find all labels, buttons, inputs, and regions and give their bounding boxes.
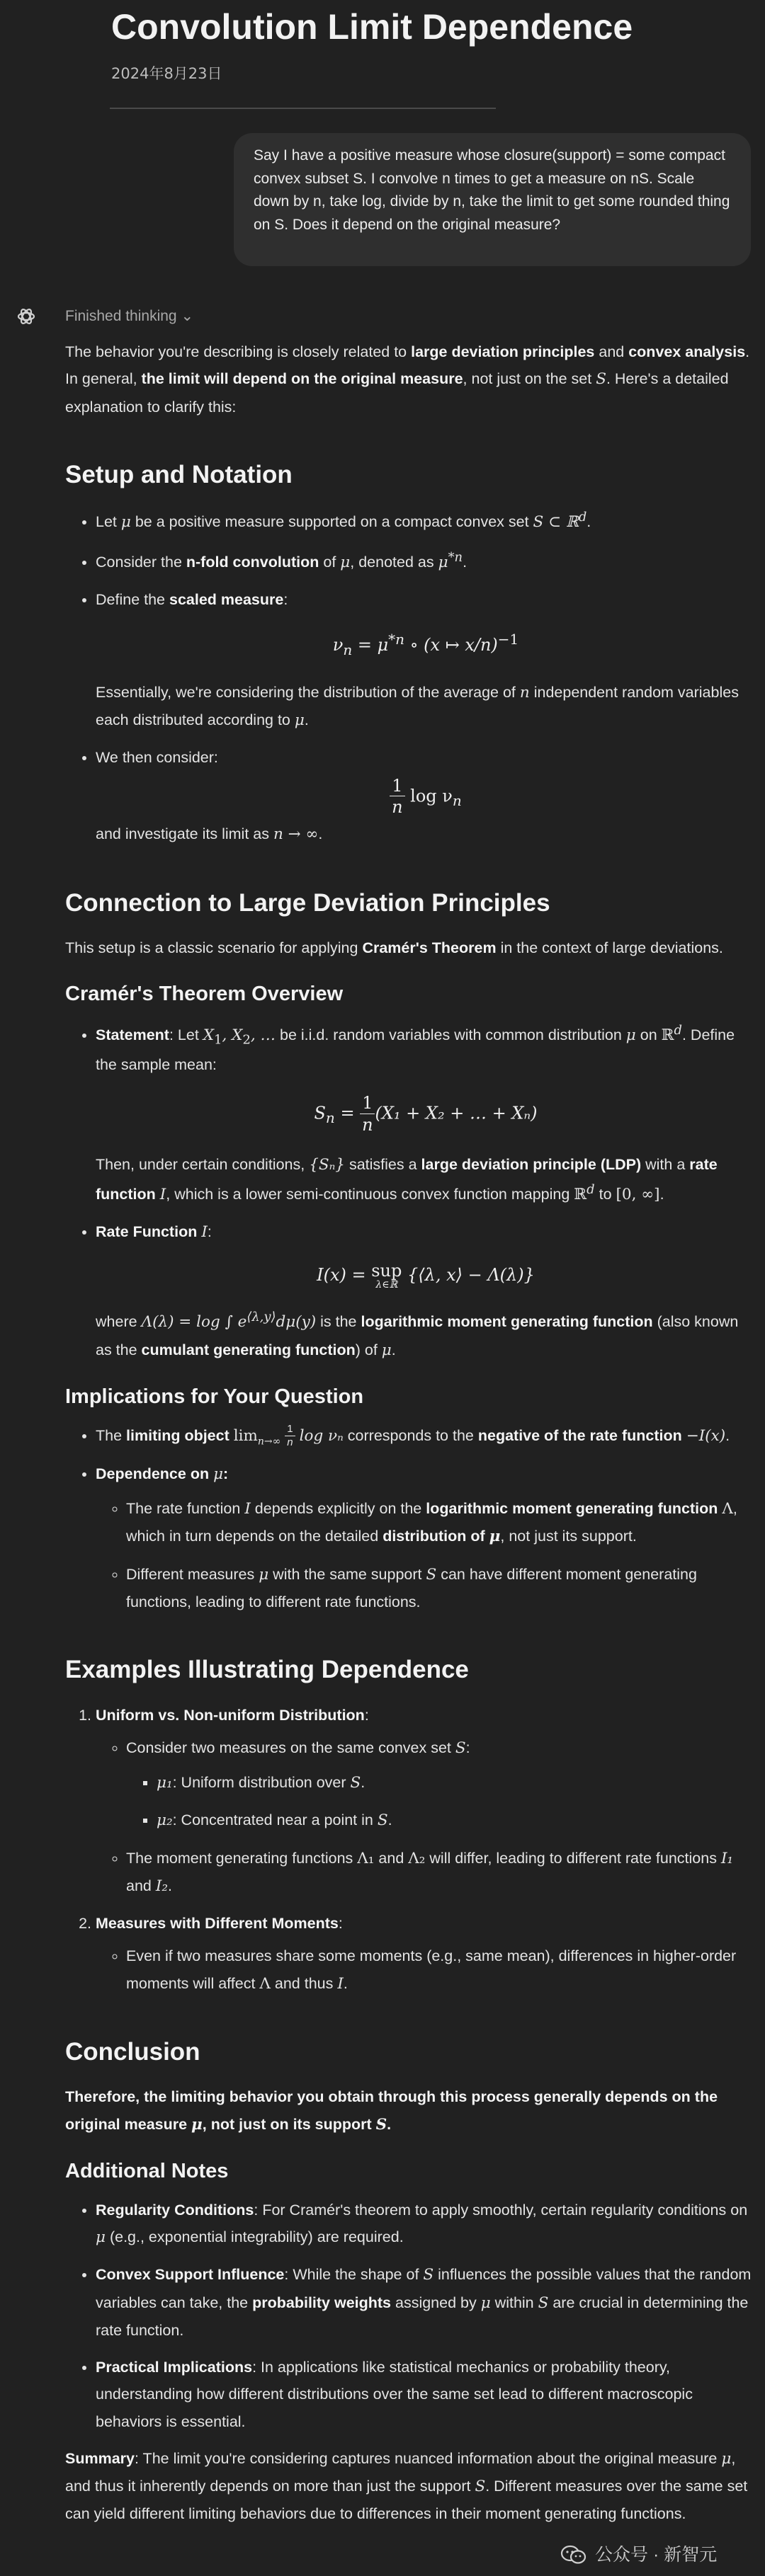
- list-item: ▪ μ₁: Uniform distribution over S.: [157, 1769, 756, 1797]
- list-item: 1. Uniform vs. Non-uniform Distribution: ◦ Consider two measures on the same convex set S: ▪ μ₁: Uniform distribution over S. ▪ μ₂: Concentrated near a point in S. ◦ The moment generating functions Λ₁ and Λ₂ will differ, leading to different rate functions I₁ and I₂.: [96, 1702, 756, 1901]
- scaled-measure-equation: $\nu_n = \mu^{*n}$ ∘ (x ↦ x/n)$^{-1}$: [332, 631, 519, 659]
- list-item: ◦ Different measures μ with the same support S can have different moment generating functions, leading to different rate functions.: [126, 1561, 756, 1616]
- scaled-measure-explanation: Essentially, we're considering the distribution of the average of n independent random variables each distributed according to μ.: [96, 683, 739, 730]
- thinking-toggle[interactable]: [65, 306, 193, 326]
- list-item: • The limiting object $\lim_{n\to\infty}$ $\frac{1}{n}$ log νₙ corresponds to the negative of the rate function −I(x).: [96, 1422, 756, 1450]
- notes-list: [65, 2197, 756, 2435]
- ldp-paragraph: This setup is a classic scenario for applying Cramér's Theorem in the context of large deviations.: [65, 939, 723, 957]
- sample-mean-equation: $S_n$ = $\frac{1}{n}$ (X₁ + X₂ + … + Xₙ): [314, 1092, 538, 1135]
- header-divider: [110, 108, 496, 109]
- heading-cramer: Cramér's Theorem Overview: [65, 983, 344, 1006]
- chatgpt-logo-icon: [16, 306, 37, 327]
- ldp-statement: Then, under certain conditions, {Sₙ} satisfies a large deviation principle (LDP) with a rate function I, which is a lower semi-continuous convex function mapping ℝ$^d$ to [0, ∞].: [96, 1155, 718, 1203]
- list-item: ◦ The moment generating functions Λ₁ and Λ₂ will differ, leading to different rate functions I₁ and I₂.: [126, 1845, 756, 1901]
- list-item: • We then consider: $\frac{1}{n}$ $\log \nu_n$ and investigate its limit as n → ∞.: [96, 744, 756, 848]
- heading-examples: Examples Illustrating Dependence: [65, 1656, 469, 1684]
- list-item: ▪ μ₂: Concentrated near a point in S.: [157, 1807, 756, 1834]
- list-item: • Convex Support Influence: While the shape of S influences the possible values that the random variables can take, the probability weights assigned by μ within S are crucial in determining the rate function.: [96, 2261, 756, 2344]
- list-item: ◦ The rate function I depends explicitly on the logarithmic moment generating function Λ, which in turn depends on the detailed distribution of μ, not just its support.: [126, 1495, 756, 1551]
- user-message-bubble: Say I have a positive measure whose closure(support) = some compact convex subset S. I convolve n times to get a measure on nS. Scale down by n, take log, divide by n, take the limit to get some rounded thing on S. Does it depend on the original measure?: [234, 133, 751, 266]
- list-item: • Define the scaled measure: $\nu_n = \mu^{*n}$ ∘ (x ↦ x/n)$^{-1}$ Essentially, we're considering the distribution of the average of n independent random variables each distributed according to μ.: [96, 586, 756, 734]
- list-item: • Practical Implications: In applications like statistical mechanics or probability theory, understanding how different distributions over the same set lead to different macroscopic behaviors is essential.: [96, 2354, 756, 2435]
- rate-function-explanation: where Λ(λ) = log ∫ $e^{⟨\lambda,y⟩}d\mu(y)$ is the logarithmic moment generating function (also known as the cumulant generating function) of μ.: [96, 1310, 739, 1359]
- thinking-label: Finished thinking: [65, 308, 177, 324]
- list-item: • Rate Function I: I(x) = sup λ∈ℝ {⟨λ, x⟩ − Λ(λ)} where Λ(λ) = log ∫ $e^{⟨\lambda,y⟩}d\mu(y)$ is the logarithmic moment generating function (also known as the cumulant generating function) of μ.: [96, 1218, 756, 1364]
- heading-implications: Implications for Your Question: [65, 1385, 364, 1408]
- example-sublist: [96, 1734, 756, 1900]
- list-item: ◦ Consider two measures on the same convex set S: ▪ μ₁: Uniform distribution over S. ▪ μ₂: Concentrated near a point in S.: [126, 1734, 756, 1835]
- rate-function-equation: I(x) = sup λ∈ℝ {⟨λ, x⟩ − Λ(λ)}: [317, 1261, 535, 1291]
- watermark: [560, 2544, 717, 2565]
- summary-paragraph: Summary: The limit you're considering captures nuanced information about the original measure μ, and thus it inherently depends on more than just the support S. Different measures over the same set can yield different limiting behaviors due to differences in their moment generating functions.: [65, 2449, 748, 2523]
- heading-setup: Setup and Notation: [65, 460, 293, 488]
- conversation-title: Convolution Limit Dependence: [111, 7, 633, 47]
- assistant-message: [65, 338, 756, 2528]
- examples-list: [65, 1702, 756, 1998]
- list-item: ◦ Even if two measures share some moments (e.g., same mean), differences in higher-order moments will affect Λ and thus I.: [126, 1942, 756, 1998]
- implications-list: [65, 1422, 756, 1616]
- conclusion-paragraph: Therefore, the limiting behavior you obtain through this process generally depends on the original measure μ, not just on its support S.: [65, 2088, 718, 2134]
- list-item: • Statement: Let $X_1$, $X_2$, … be i.i.d. random variables with common distribution μ on ℝ$^d$. Define the sample mean: $S_n$ = $\frac{1}{n}$ (X₁ + X₂ + … + Xₙ) Then, under certain conditions, {Sₙ} satisfies a large deviation principle (LDP) with a rate function I, which is a lower semi-continuous convex function mapping ℝ$^d$ to [0, ∞].: [96, 1019, 756, 1208]
- chevron-down-icon: ⌄: [181, 308, 194, 324]
- setup-list: [65, 506, 756, 848]
- heading-ldp: Connection to Large Deviation Principles: [65, 888, 550, 917]
- conversation-date: 2024年8月23日: [111, 65, 222, 82]
- list-item: • Consider the n-fold convolution of μ, denoted as $\mu^{*n}$.: [96, 546, 756, 576]
- implications-sublist: [96, 1495, 756, 1615]
- intro-paragraph: The behavior you're describing is closely related to large deviation principles and convex analysis. In general, the limit will depend on the original measure, not just on the set S. Here's a detailed explanation to clarify this:: [65, 343, 750, 416]
- list-item: • Let μ be a positive measure supported on a compact convex set S ⊂ ℝ$^d$.: [96, 506, 756, 536]
- list-item: 2. Measures with Different Moments: ◦ Even if two measures share some moments (e.g., same mean), differences in higher-order moments will affect Λ and thus I.: [96, 1910, 756, 1998]
- list-item: • Regularity Conditions: For Cramér's theorem to apply smoothly, certain regularity conditions on μ (e.g., exponential integrability) are required.: [96, 2197, 756, 2252]
- example-sublist: [96, 1942, 756, 1998]
- list-item: • Dependence on μ: ◦ The rate function I depends explicitly on the logarithmic moment generating function Λ, which in turn depends on the detailed distribution of μ, not just its support. ◦ Different measures μ with the same support S can have different moment generating functions, leading to different rate functions.: [96, 1460, 756, 1615]
- example-subsublist: [126, 1769, 756, 1835]
- heading-conclusion: Conclusion: [65, 2037, 200, 2066]
- watermark-text: 公众号 · 新智元: [595, 2545, 718, 2565]
- cramer-list: [65, 1019, 756, 1364]
- log-limit-equation: $\frac{1}{n}$ $\log \nu_n$: [96, 776, 756, 818]
- heading-notes: Additional Notes: [65, 2160, 229, 2183]
- wechat-icon: [560, 2544, 588, 2565]
